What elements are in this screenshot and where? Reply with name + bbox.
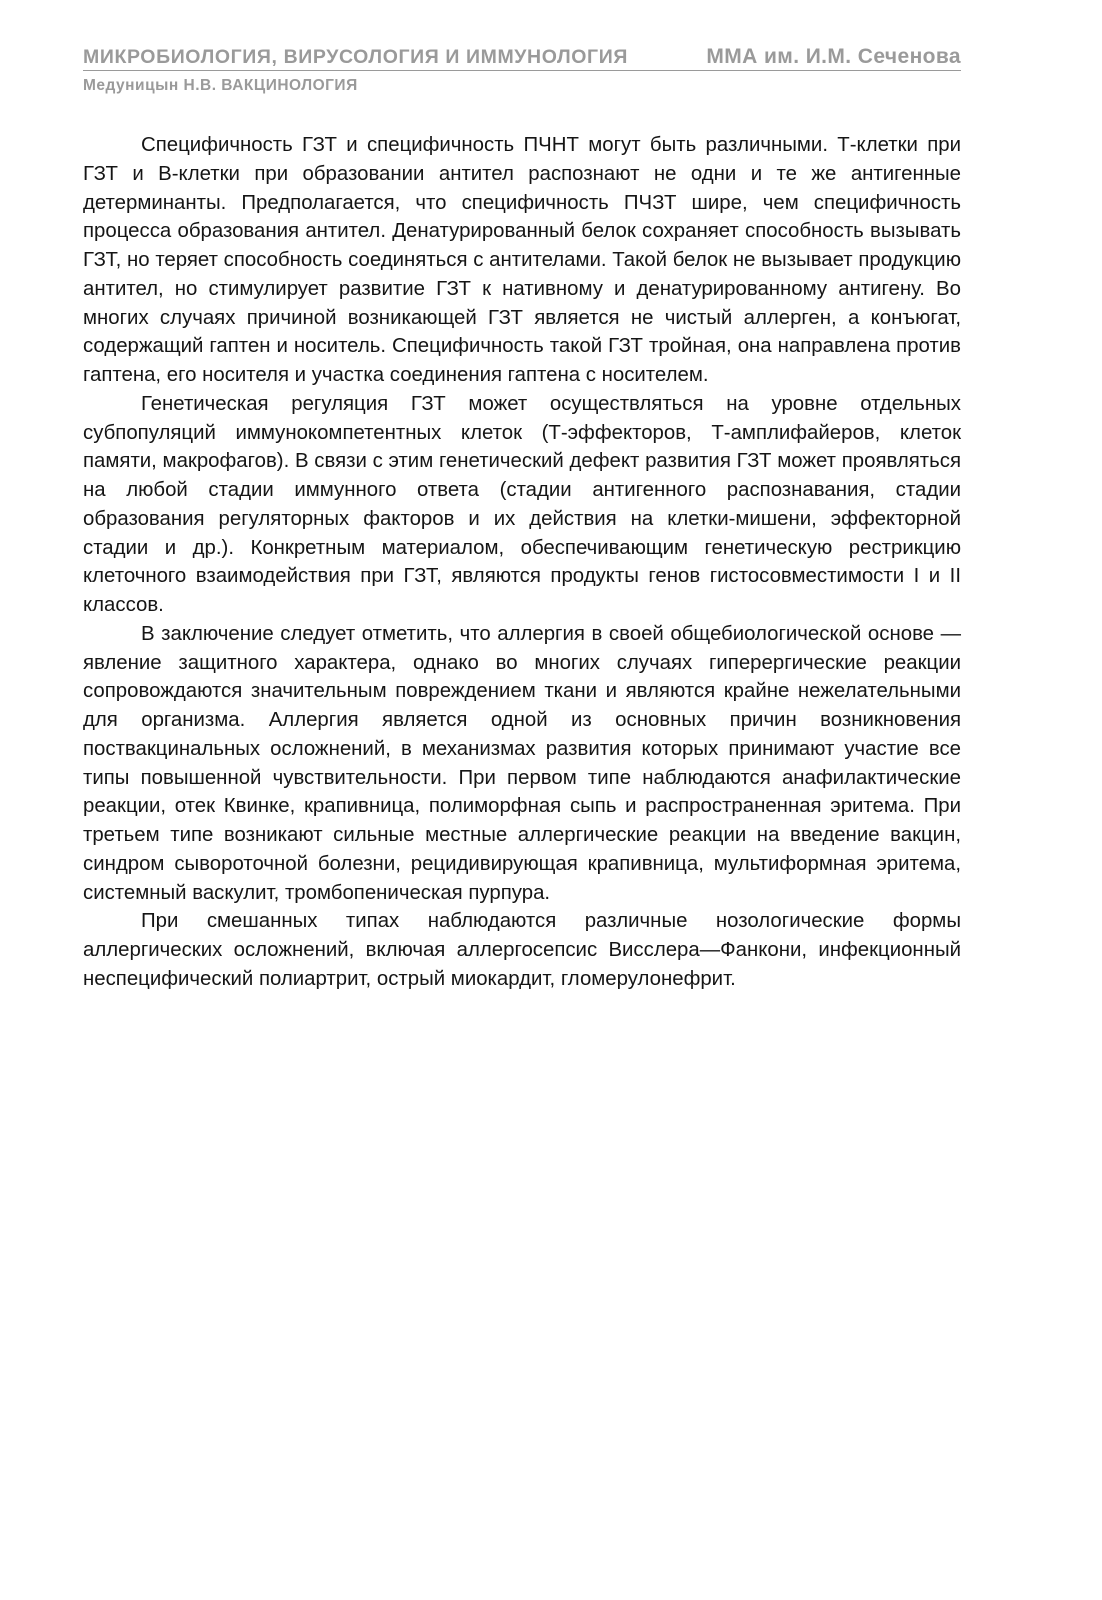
paragraph: Генетическая регуляция ГЗТ может осуществляться на уровне отдельных субпопуляций иммунокомпетентных клеток (Т-эффекторов, Т-амплифайеров, клеток памяти, макрофагов). В связи с этим генетический дефект развития ГЗТ может проявляться на любой стадии иммунного ответа (стадии антигенного распознавания, стадии образования регуляторных факторов и их действия на клетки-мишени, эффекторной стадии и др.). Конкретным материалом, обеспечивающим генетическую рестрикцию клеточного взаимодействия при ГЗТ, являются продукты генов гистосовместимости I и II классов. xyxy=(83,392,961,616)
paragraph: В заключение следует отметить, что аллергия в своей общебиологической основе — явление защитного характера, однако во многих случаях гиперергические реакции сопровождаются значительным повреждением ткани и являются крайне нежелательными для организма. Аллергия является одной из основных причин возникновения поствакцинальных осложнений, в механизмах развития которых принимают участие все типы повышенной чувствительности. При первом типе наблюдаются анафилактические реакции, отек Квинке, крапивница, полиморфная сыпь и распространенная эритема. При третьем типе возникают сильные местные аллергические реакции на введение вакцин, синдром сывороточной болезни, рецидивирующая крапивница, мультиформная эритема, системный васкулит, тромбопеническая пурпура. xyxy=(83,622,961,904)
paragraph: При смешанных типах наблюдаются различные нозологические формы аллергических осложнений, включая аллергосепсис Висслера—Фанкони, инфекционный неспецифический полиартрит, острый миокардит, гломерулонефрит. xyxy=(83,910,961,990)
header-top-row xyxy=(83,44,961,71)
header-right-title: ММА им. И.М. Сеченова xyxy=(706,45,961,68)
paragraph: Специфичность ГЗТ и специфичность ПЧНТ могут быть различными. Т-клетки при ГЗТ и В-клетки при образовании антител распознают не одни и те же антигенные детерминанты. Предполагается, что специфичность ПЧЗТ шире, чем специфичность процесса образования антител. Денатурированный белок сохраняет способность вызывать ГЗТ, но теряет способность соединяться с антителами. Такой белок не вызывает продукцию антител, но стимулирует развитие ГЗТ к нативному и денатурированному антигену. Во многих случаях причиной возникающей ГЗТ является не чистый аллерген, а конъюгат, содержащий гаптен и носитель. Специфичность такой ГЗТ тройная, она направлена против гаптена, его носителя и участка соединения гаптена с носителем. xyxy=(83,134,961,386)
running-header xyxy=(83,44,961,96)
header-left-title: МИКРОБИОЛОГИЯ, ВИРУСОЛОГИЯ И ИММУНОЛОГИЯ xyxy=(83,46,628,68)
header-subtitle: Медуницын Н.В. ВАКЦИНОЛОГИЯ xyxy=(83,77,358,94)
page-body xyxy=(83,131,961,994)
